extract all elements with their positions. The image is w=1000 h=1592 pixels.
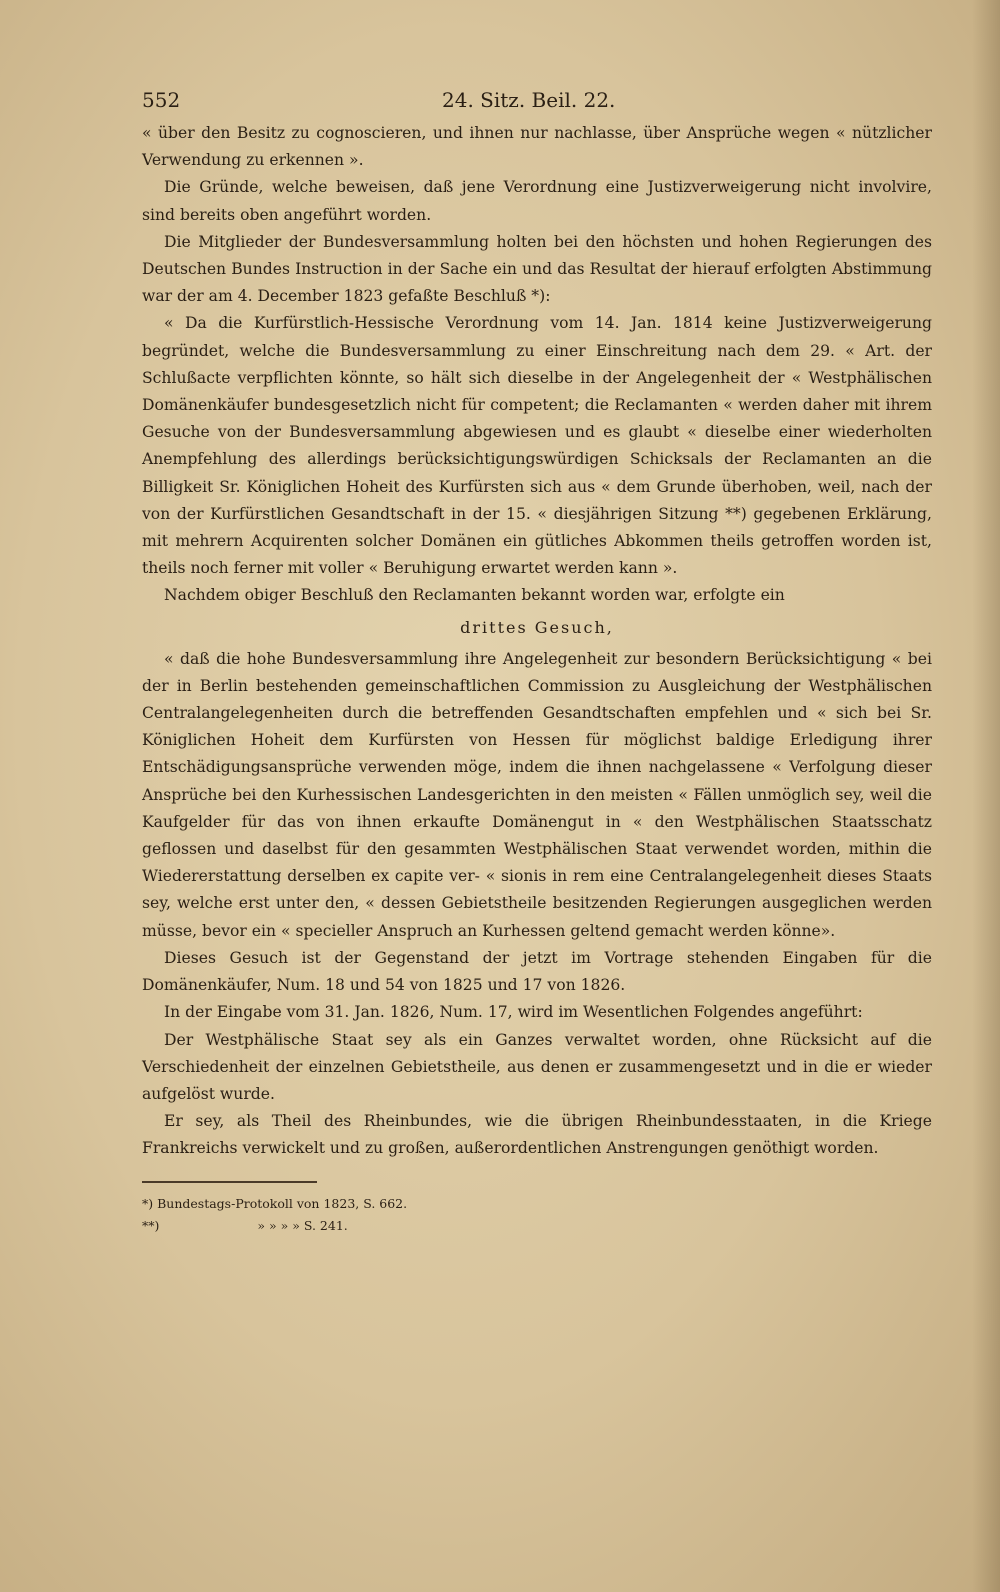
section-heading: drittes Gesuch, xyxy=(460,617,614,637)
paragraph-5: Nachdem obiger Beschluß den Reclamanten bekannt worden war, erfolgte ein xyxy=(164,586,785,605)
quoted-petition: « daß die hohe Bundesversammlung ihre Angelegenheit zur besondern Berücksichtigung « bei der in Berlin bestehenden gemeinschaftlichen Commission zu Ausgleichung der Westphälischen Centralangelegenheiten durch die betreffenden Gesandtschaften empfehlen und « sich bei Sr. Königlichen Hoheit dem Kurfürsten von Hessen für möglichst baldige Erledigung ihrer Entschädigungsansprüche verwenden möge, indem die ihnen nachgelassene « Verfolgung dieser Ansprüche bei den Kurhessischen Landesgerichten in den meisten « Fällen unmöglich sey, weil die Kaufgelder für das von ihnen erkaufte Domänengut in « den Westphälischen Staatsschatz geflossen und daselbst für den gesammten Westphälischen Staat verwendet worden, mithin die Wiedererstattung derselben ex capite ver- « sionis in rem eine Centralangelegenheit dieses Staats sey, welche erst unter den, « dessen Gebietstheile besitzenden Regierungen ausgeglichen werden müsse, bevor ein « specieller Anspruch an Kurhessen geltend gemacht werden könne». xyxy=(142,649,932,940)
running-head: 24. Sitz. Beil. 22. xyxy=(442,88,616,112)
footnote-1: *) Bundestags-Protokoll von 1823, S. 662. xyxy=(142,1195,408,1211)
page-content xyxy=(142,88,932,1237)
footnote-2-ditto: » » » » xyxy=(257,1217,300,1233)
paragraph-1: « über den Besitz zu cognoscieren, und ihnen nur nachlasse, über Ansprüche wegen « nützlicher Verwendung zu erkennen ». xyxy=(142,124,932,170)
footnote-2-marker: **) xyxy=(142,1217,160,1233)
quoted-resolution: « Da die Kurfürstlich-Hessische Verordnung vom 14. Jan. 1814 keine Justizverweigerung begründet, welche die Bundesversammlung zu einer Einschreitung nach dem 29. « Art. der Schlußacte verpflichten könnte, so hält sich dieselbe in der Angelegenheit der « Westphälischen Domänenkäufer bundesgesetzlich nicht für competent; die Reclamanten « werden daher mit ihrem Gesuche von der Bundesversammlung abgewiesen und es glaubt « dieselbe einer wiederholten Anempfehlung des allerdings berücksichtigungswürdigen Schicksals der Reclamanten an die Billigkeit Sr. Königlichen Hoheit des Kurfürsten sich aus « dem Grunde überhoben, weil, nach der von der Kurfürstlichen Gesandtschaft in der 15. « diesjährigen Sitzung **) gegebenen Erklärung, mit mehrern Acquirenten solcher Domänen ein gütliches Abkommen theils getroffen worden ist, theils noch ferner mit voller « Beruhigung erwartet werden kann ». xyxy=(142,314,932,578)
footnote-rule xyxy=(142,1181,317,1183)
page-edge-shadow xyxy=(972,0,1000,1592)
page-header xyxy=(142,88,932,112)
paragraph-10: Er sey, als Theil des Rheinbundes, wie die übrigen Rheinbundesstaaten, in die Kriege Frankreichs verwickelt und zu großen, außerordentlichen Anstrengungen genöthigt worden. xyxy=(142,1112,932,1158)
page-number: 552 xyxy=(142,88,181,112)
paragraph-8: In der Eingabe vom 31. Jan. 1826, Num. 17, wird im Wesentlichen Folgendes angeführt: xyxy=(164,1003,863,1022)
paragraph-2: Die Gründe, welche beweisen, daß jene Verordnung eine Justizverweigerung nicht involvire, sind bereits oben angeführt worden. xyxy=(142,178,932,224)
footnote-2 xyxy=(142,1215,932,1237)
paragraph-7: Dieses Gesuch ist der Gegenstand der jetzt im Vortrage stehenden Eingaben für die Domänenkäufer, Num. 18 und 54 von 1825 und 17 von 1826. xyxy=(142,948,932,995)
footnote-2-ref: S. 241. xyxy=(303,1217,348,1233)
paragraph-9: Der Westphälische Staat sey als ein Ganzes verwaltet worden, ohne Rücksicht auf die Verschiedenheit der einzelnen Gebietstheile, aus denen er zusammengesetzt und in die er wieder aufgelöst wurde. xyxy=(142,1030,932,1103)
paragraph-3: Die Mitglieder der Bundesversammlung holten bei den höchsten und hohen Regierungen des Deutschen Bundes Instruction in der Sache ein und das Resultat der hierauf erfolgten Abstimmung war der am 4. December 1823 gefaßte Beschluß *): xyxy=(142,232,932,306)
